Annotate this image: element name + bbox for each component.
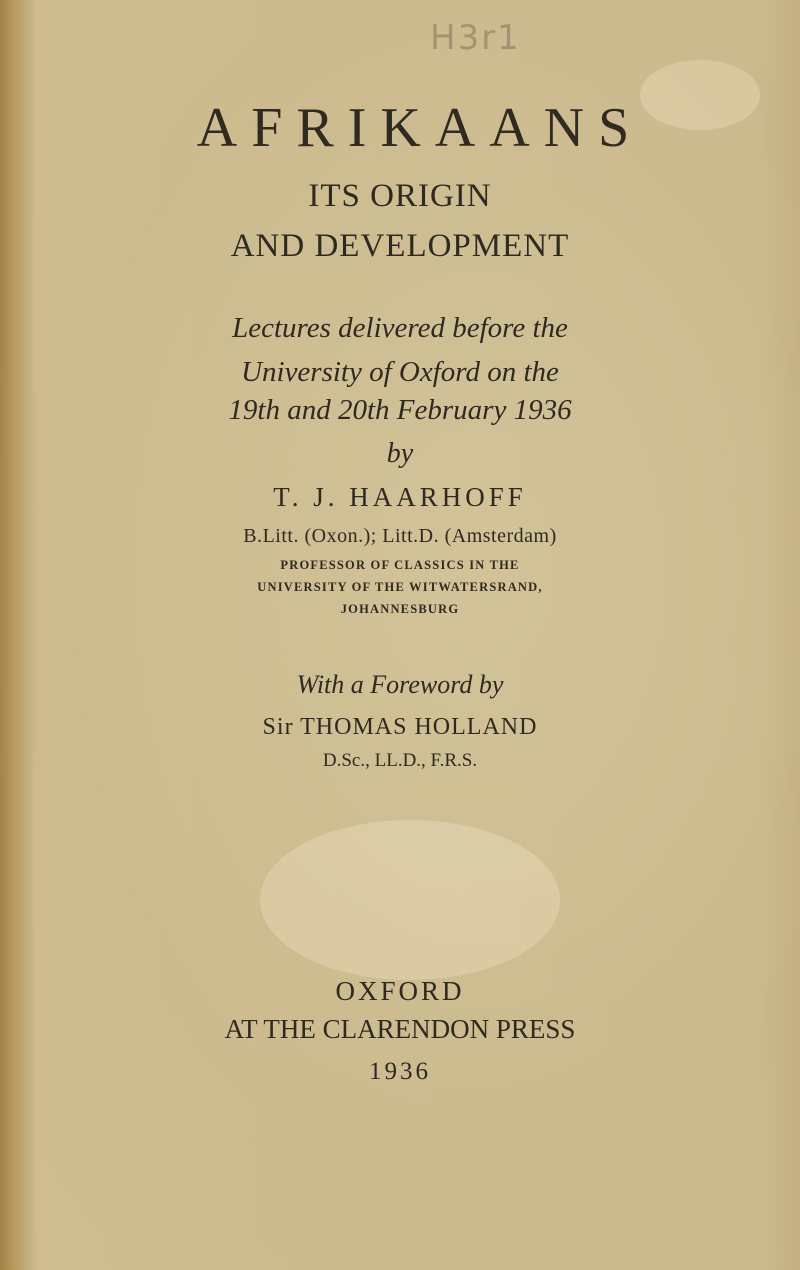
foreword-author-degrees: D.Sc., LL.D., F.R.S.	[322, 750, 478, 771]
lectures-line-1: Lectures delivered before the	[232, 312, 568, 344]
foreword-label: With a Foreword by	[296, 670, 504, 699]
publisher-city: OXFORD	[335, 976, 465, 1006]
lectures-line-2: University of Oxford on the	[241, 356, 559, 388]
author-degrees: B.Litt. (Oxon.); Litt.D. (Amsterdam)	[243, 525, 557, 547]
book-title: AFRIKAANS	[196, 97, 644, 159]
by-label: by	[386, 438, 414, 469]
handwritten-note: H3r1	[430, 18, 521, 58]
author-name: T. J. HAARHOFF	[273, 482, 527, 512]
foreword-author-name: Sir THOMAS HOLLAND	[262, 714, 538, 740]
publisher-name: AT THE CLARENDON PRESS	[224, 1014, 576, 1044]
author-position-line-3: JOHANNESBURG	[340, 602, 460, 616]
author-position-line-2: UNIVERSITY OF THE WITWATERSRAND,	[257, 580, 543, 594]
publication-year: 1936	[369, 1058, 431, 1085]
lectures-line-3: 19th and 20th February 1936	[228, 394, 572, 426]
paper-stain	[260, 820, 560, 980]
subtitle-line-1: ITS ORIGIN	[308, 178, 492, 214]
author-position-line-1: PROFESSOR OF CLASSICS IN THE	[280, 558, 520, 572]
subtitle-line-2: AND DEVELOPMENT	[230, 228, 570, 264]
